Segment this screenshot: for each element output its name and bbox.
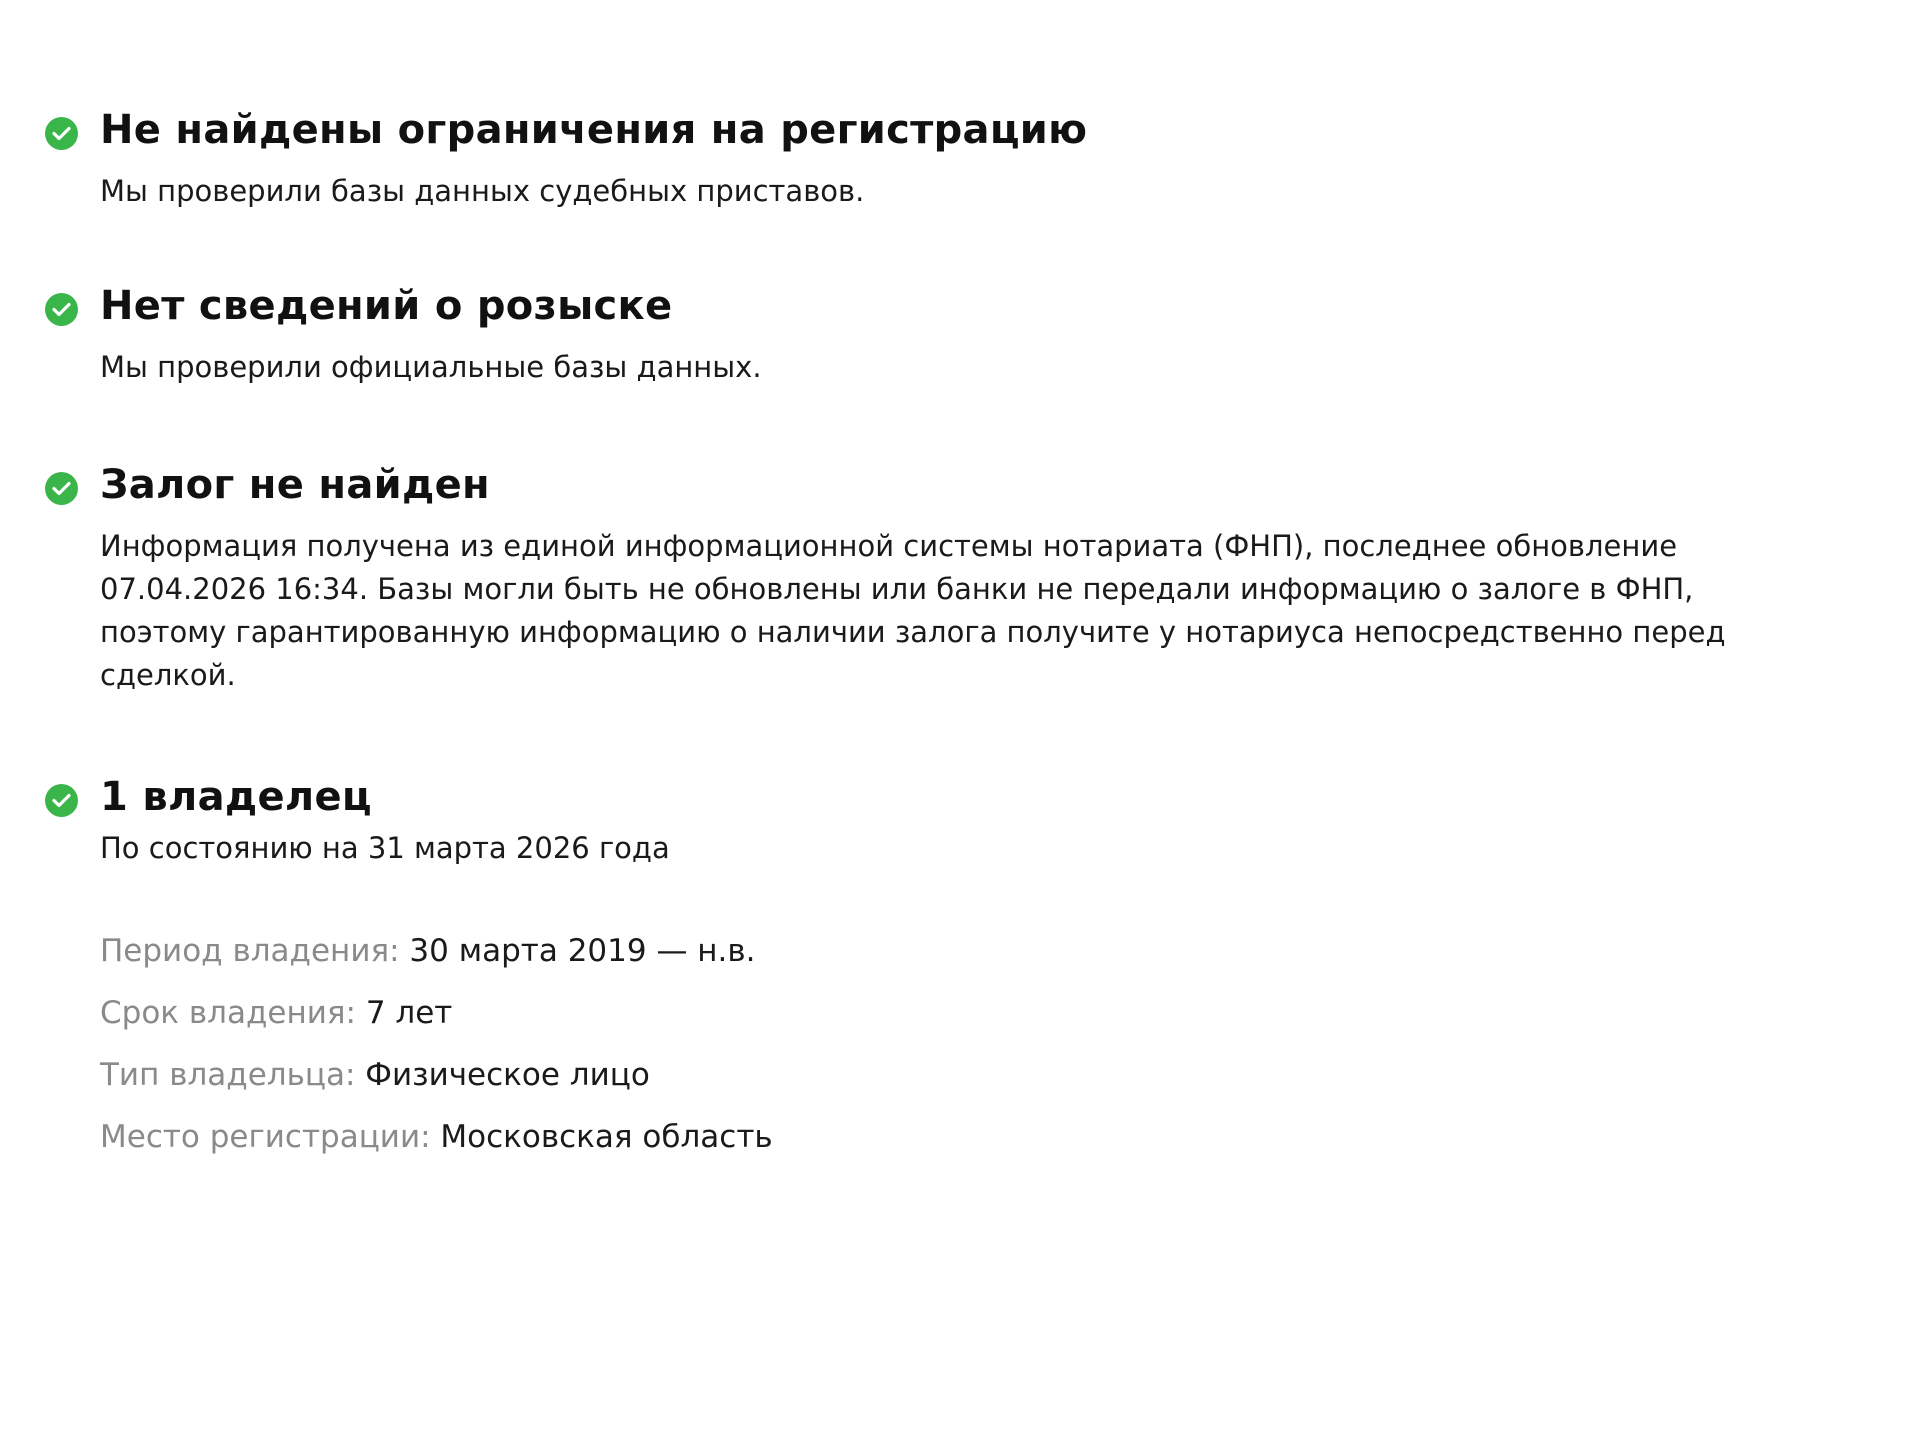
detail-row-ownership-period: [100, 920, 1820, 982]
detail-value: 30 марта 2019 — н.в.: [409, 933, 756, 969]
detail-value: 7 лет: [365, 995, 453, 1031]
owner-details: [100, 920, 1820, 1168]
check-circle-icon: [45, 117, 78, 150]
detail-row-ownership-duration: [100, 982, 1820, 1044]
check-circle-icon: [45, 784, 78, 817]
detail-row-registration-place: [100, 1106, 1820, 1168]
check-owners: [100, 767, 1820, 1168]
detail-label: Период владения:: [100, 933, 400, 969]
check-description: Информация получена из единой информационной системы нотариата (ФНП), последнее обновление 07.04.2026 16:34. Базы могли быть не обновлены или банки не передали информацию о залоге в ФНП, поэтому гарантированную информацию о наличии залога получите у нотариуса непосредственно перед сделкой.: [100, 529, 1726, 692]
check-registration-restrictions: [100, 100, 1820, 213]
detail-value: Физическое лицо: [365, 1057, 650, 1093]
detail-label: Место регистрации:: [100, 1119, 431, 1155]
check-header: [100, 455, 1820, 515]
check-header: [100, 100, 1820, 160]
check-circle-icon: [45, 293, 78, 326]
check-description: Мы проверили официальные базы данных.: [100, 350, 762, 384]
detail-label: Тип владельца:: [100, 1057, 356, 1093]
check-header: [100, 276, 1820, 336]
check-description: Мы проверили базы данных судебных приставов.: [100, 174, 865, 208]
check-pledge: [100, 455, 1820, 697]
check-title: Залог не найден: [100, 462, 490, 508]
detail-value: Московская область: [440, 1119, 773, 1155]
check-circle-icon: [45, 472, 78, 505]
detail-row-owner-type: [100, 1044, 1820, 1106]
detail-label: Срок владения:: [100, 995, 356, 1031]
check-wanted-status: [100, 276, 1820, 389]
check-title: Не найдены ограничения на регистрацию: [100, 107, 1088, 153]
check-description: По состоянию на 31 марта 2026 года: [100, 831, 670, 865]
check-header: [100, 767, 1820, 827]
check-title: 1 владелец: [100, 774, 372, 820]
check-title: Нет сведений о розыске: [100, 283, 673, 329]
